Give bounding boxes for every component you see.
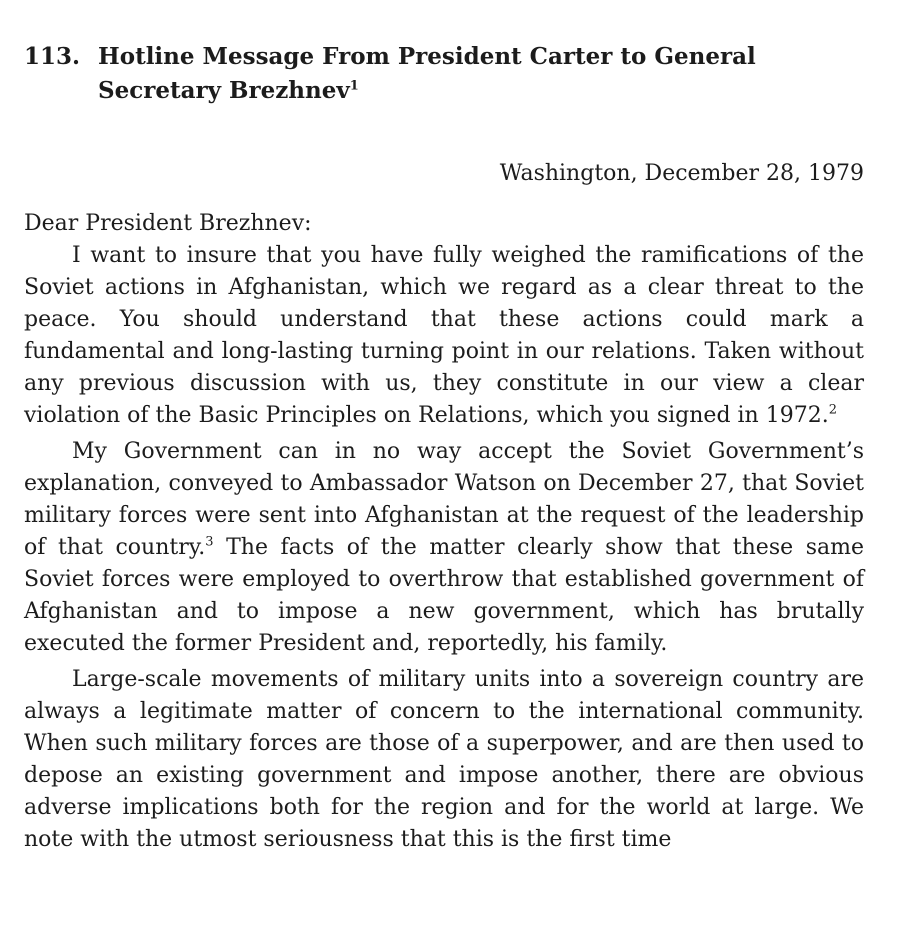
footnote-ref-2[interactable]: 2	[828, 402, 837, 418]
document-page	[24, 40, 864, 860]
paragraph-1	[24, 240, 864, 432]
title-footnote-ref[interactable]: 1	[349, 78, 359, 94]
paragraph-2	[24, 436, 864, 660]
document-title-wrap	[98, 40, 864, 108]
dateline: Washington, December 28, 1979	[499, 161, 864, 186]
paragraph-3-text: Large-scale movements of military units into a sovereign country are always a legitimate matter of concern to the international community. When such military forces are those of a superpower, and are then used to depose an existing government and impose another, there are obvious adverse implications both for the region and for the world at large. We note with the utmost seriousness that this is the first time	[24, 667, 864, 852]
document-title: Hotline Message From President Carter to General Secretary Brezhnev	[98, 43, 756, 104]
footnote-ref-3[interactable]: 3	[205, 534, 214, 550]
paragraph-2-text-after: The facts of the matter clearly show that these same Soviet forces were employed to overthrow that established government of Afghanistan and to impose a new government, which has brutally executed the former President and, reportedly, his family.	[24, 535, 864, 656]
salutation: Dear President Brezhnev:	[24, 211, 312, 236]
paragraph-1-text: I want to insure that you have fully weighed the ramifications of the Soviet actions in Afghanistan, which we regard as a clear threat to the peace. You should understand that these actions could mark a fundamental and long-lasting turning point in our relations. Taken without any previous discussion with us, they constitute in our view a clear violation of the Basic Principles on Relations, which you signed in 1972.	[24, 243, 864, 428]
paragraph-2-text: My Government can in no way accept the Soviet Government’s explanation, conveyed to Ambassador Watson on December 27, that Soviet military forces were sent into Afghanistan at the request of the leadership of that country.	[24, 439, 864, 560]
document-heading	[24, 40, 864, 108]
document-number: 113.	[24, 43, 81, 70]
paragraph-3	[24, 664, 864, 856]
